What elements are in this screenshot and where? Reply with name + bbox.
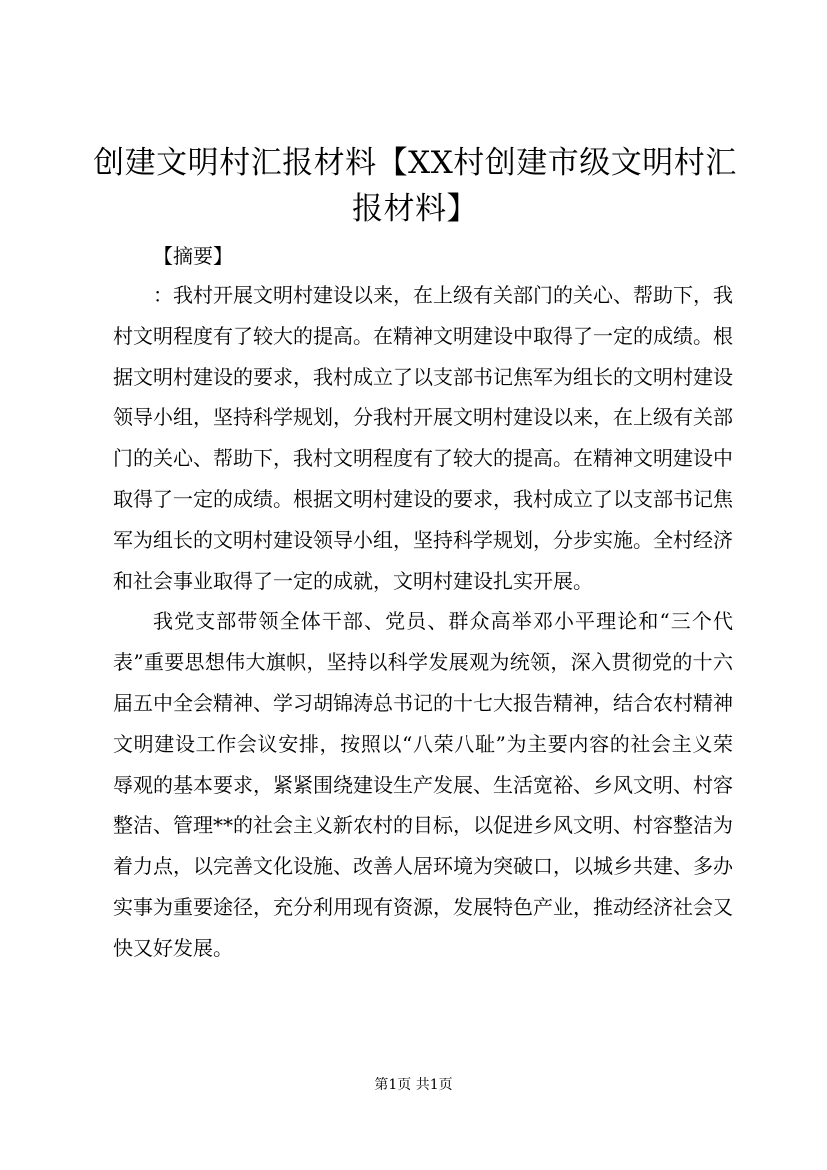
paragraph-1: ：我村开展文明村建设以来，在上级有关部门的关心、帮助下，我村文明程度有了较大的提高。在精神文明建设中取得了一定的成绩。根据文明村建设的要求，我村成立了以支部书记焦军为组长的文明村建设领导小组，坚持科学规划，分我村开展文明村建设以来，在上级有关部门的关心、帮助下，我村文明程度有了较大的提高。在精神文明建设中取得了一定的成绩。根据文明村建设的要求，我村成立了以支部书记焦军为组长的文明村建设领导小组，坚持科学规划，分步实施。全村经济和社会事业取得了一定的成就，文明村建设扎实开展。 (113, 283, 733, 593)
paragraph-2: 我党支部带领全体干部、党员、群众高举邓小平理论和“三个代表”重要思想伟大旗帜，坚持以科学发展观为统领，深入贯彻党的十六届五中全会精神、学习胡锦涛总书记的十七大报告精神，结合农村精神文明建设工作会议安排，按照以“八荣八耻”为主要内容的社会主义荣辱观的基本要求，紧紧围绕建设生产发展、生活宽裕、乡风文明、村容整洁、管理**的社会主义新农村的目标，以促进乡风文明、村容整洁为着力点，以完善文化设施、改善人居环境为突破口，以城乡共建、多办实事为重要途径，充分利用现有资源，发展特色产业，推动经济社会又快又好发展。 (113, 609, 733, 960)
page-footer: 第1页 共1页 (374, 1077, 453, 1093)
document-body (113, 238, 733, 969)
document-title: 创建文明村汇报材料【XX村创建市级文明村汇报材料】 (93, 145, 737, 227)
abstract-label: 【摘要】 (153, 244, 233, 268)
